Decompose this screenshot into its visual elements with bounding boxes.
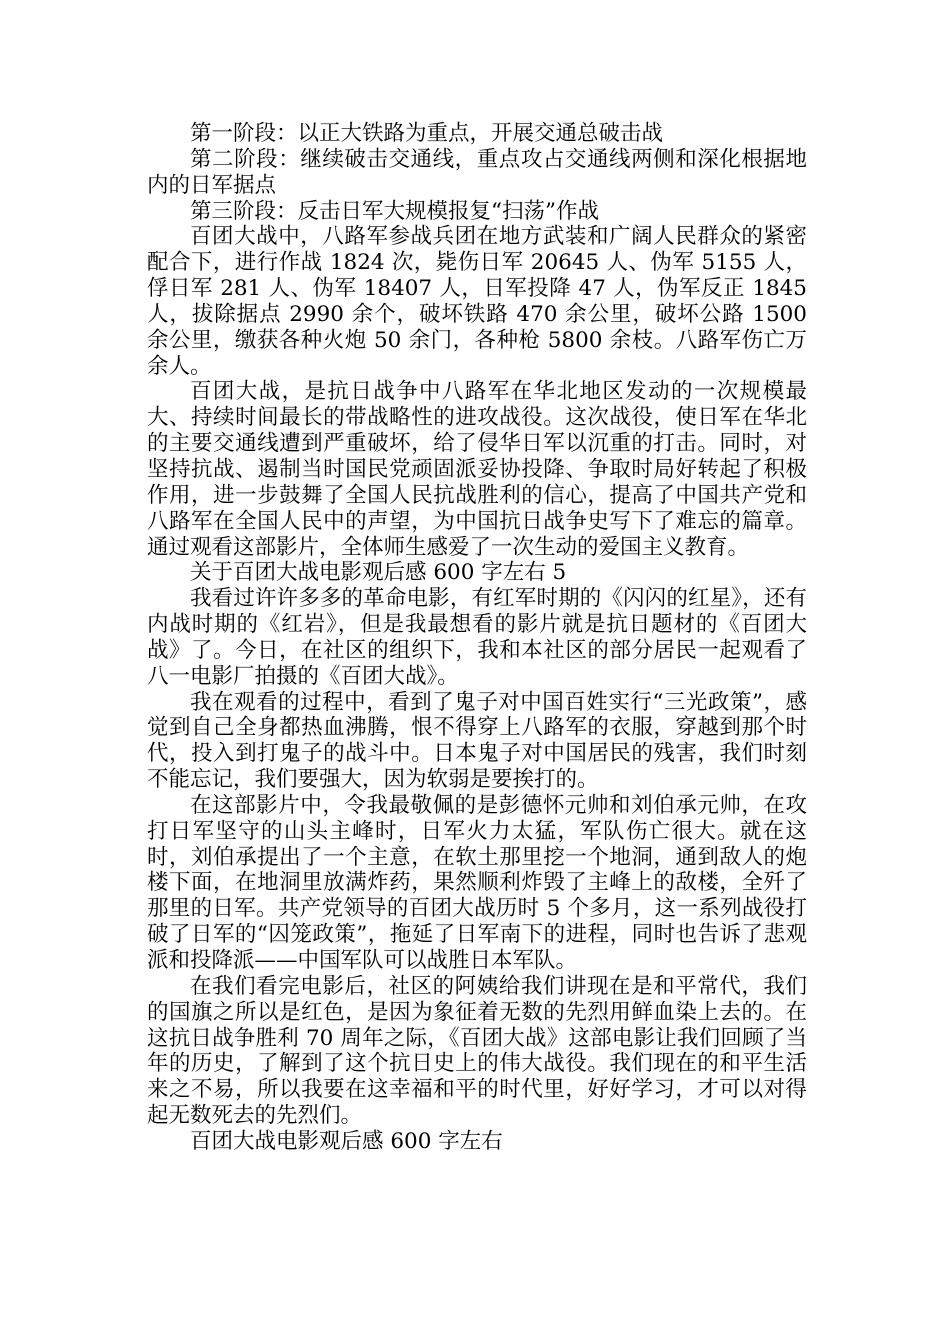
paragraph-stage-two: 第二阶段：继续破击交通线，重点攻占交通线两侧和深化根据地内的日军据点 [147, 146, 807, 198]
paragraph-battle-results: 百团大战中，八路军参战兵团在地方武装和广阔人民群众的紧密配合下，进行作战 1824 次，毙伤日军 20645 人、伪军 5155 人，俘日军 281 人、伪军 18407 人，日军投降 47 人，伪军反正 1845 人，拔除据点 2990 余个，破坏铁路 470 余公里，破坏公路 1500 余公里，缴获各种火炮 50 余门，各种枪 5800 余枝。八路军伤亡万余人。 [147, 224, 807, 379]
paragraph-essay-feelings: 我在观看的过程中，看到了鬼子对中国百姓实行“三光政策”，感觉到自己全身都热血沸腾，恨不得穿上八路军的衣服，穿越到那个时代，投入到打鬼子的战斗中。日本鬼子对中国居民的残害，我们时刻不能忘记，我们要强大，因为软弱是要挨打的。 [147, 689, 807, 793]
document-page [147, 121, 807, 1155]
paragraph-essay-intro: 我看过许许多多的革命电影，有红军时期的《闪闪的红星》，还有内战时期的《红岩》，但是我最想看的影片就是抗日题材的《百团大战》了。今日，在社区的组织下，我和本社区的部分居民一起观看了八一电影厂拍摄的《百团大战》。 [147, 586, 807, 689]
paragraph-battle-significance: 百团大战，是抗日战争中八路军在华北地区发动的一次规模最大、持续时间最长的带战略性的进攻战役。这次战役，使日军在华北的主要交通线遭到严重破坏，给了侵华日军以沉重的打击。同时，对坚持抗战、遏制当时国民党顽固派妥协投降、争取时局好转起了积极作用，进一步鼓舞了全国人民抗战胜利的信心，提高了中国共产党和八路军在全国人民中的声望，为中国抗日战争史写下了难忘的篇章。通过观看这部影片，全体师生感爱了一次生动的爱国主义教育。 [147, 379, 807, 560]
paragraph-essay-admiration: 在这部影片中，令我最敬佩的是彭德怀元帅和刘伯承元帅，在攻打日军坚守的山头主峰时，日军火力太猛，军队伤亡很大。就在这时，刘伯承提出了一个主意，在软土那里挖一个地洞，通到敌人的炮楼下面，在地洞里放满炸药，果然顺利炸毁了主峰上的敌楼，全歼了那里的日军。共产党领导的百团大战历时 5 个多月，这一系列战役打破了日军的“囚笼政策”，拖延了日军南下的进程，同时也告诉了悲观派和投降派——中国军队可以战胜日本军队。 [147, 792, 807, 973]
paragraph-stage-three: 第三阶段：反击日军大规模报复“扫荡”作战 [190, 198, 599, 224]
paragraph-essay-conclusion: 在我们看完电影后，社区的阿姨给我们讲现在是和平常代，我们的国旗之所以是红色，是因为象征着无数的先烈用鲜血染上去的。在这抗日战争胜利 70 周年之际，《百团大战》这部电影让我们回顾了当年的历史，了解到了这个抗日史上的伟大战役。我们现在的和平生活来之不易，所以我要在这幸福和平的时代里，好好学习，才可以对得起无数死去的先烈们。 [147, 973, 807, 1129]
paragraph-stage-one: 第一阶段：以正大铁路为重点，开展交通总破击战 [190, 121, 664, 146]
section-heading-essay-5: 关于百团大战电影观后感 600 字左右 5 [190, 560, 567, 586]
section-heading-essay: 百团大战电影观后感 600 字左右 [190, 1128, 503, 1154]
